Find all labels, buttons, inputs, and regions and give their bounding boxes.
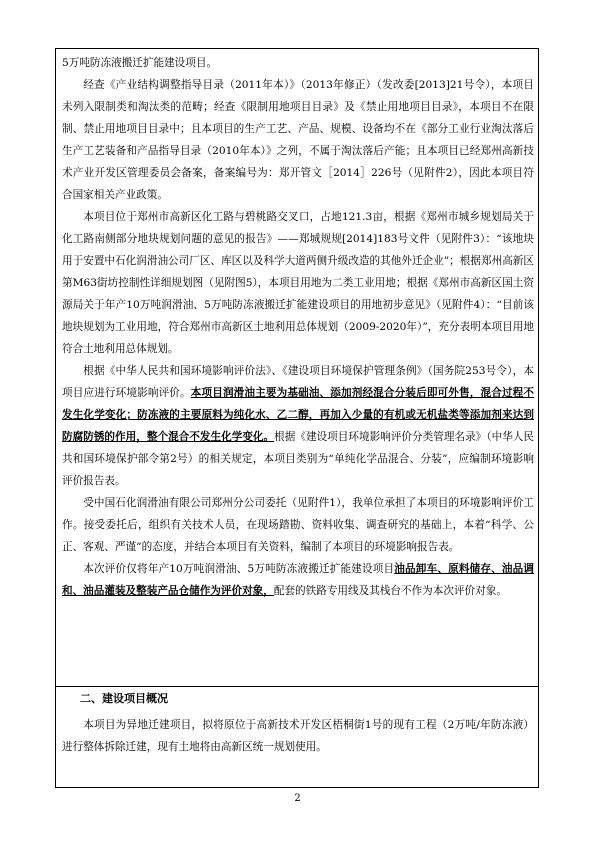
eia-basis-text: 根据《中华人民共和国环境影响评价法》、《建设项目环境保护管理条例》（国务院253号令），本项目应进行环境影响评价。 bbox=[62, 365, 534, 399]
scope-exclusion: 配套的铁路专用线及其栈台不作为本次评价对象。 bbox=[273, 585, 507, 597]
paragraph-commission: 受中国石化润滑油有限公司郑州分公司委托（见附件1），我单位承担了本项目的环境影响评价工作。接受委托后，组织有关技术人员，在现场踏勘、资料收集、调查研究的基础上，本着“科学、公正、客观、严谨”的态度，并结合本项目有关资料，编制了本项目的环境影响报告表。 bbox=[62, 497, 534, 553]
scope-text: 本次评价仅将年产10万吨润滑油、5万吨防冻液搬迁扩能建设项目 bbox=[83, 563, 395, 575]
paragraph-industrial-policy: 经查《产业结构调整指导目录（2011年本）》（2013年修正）（发改委[2013]21号令），本项目未列入限制类和淘汰类的范畴；经查《限制用地项目目录》及《禁止用地项目目录》，本项目不在限制、禁止用地项目目录中；且本项目的生产工艺、产品、规模、设备均不在《部分工业行业淘汰落后生产工艺装备和产品指导目录（2010年本）》之列，不属于淘汰落后产能；且本项目已经郑州高新技术产业开发区管理委员会备案，备案编号为：郑开管文［2014］226号（见附件2），因此本项目符合国家相关产业政策。 bbox=[62, 79, 534, 201]
eia-basis-category: 根据《建设项目环境影响评价分类管理名录》（中华人民共和国环境保护部令第2号）的相关规定，本项目类别为“单纯化学品混合、分装”，应编制环境影响评价报告表。 bbox=[62, 431, 534, 487]
page-number: 2 bbox=[294, 793, 301, 804]
paragraph-land-use: 本项目位于郑州市高新区化工路与碧桃路交叉口，占地121.3亩，根据《郑州市城乡规划局关于化工路南侧部分地块规划问题的意见的报告》——郑城规规[2014]183号文件（见附件3）：“该地块用于安置中石化润滑油公司厂区、库区以及科学大道两侧升级改造的其他外迁企业”；根据郑州高新区第M63街坊控制性详细规划图（见附图5），本项目用地为二类工业用地；根据《郑州市高新区国土资源局关于年产10万吨润滑油、5万吨防冻液搬迁扩能建设项目的用地初步意见》（见附件4）：“目前该地块规划为工业用地，符合郑州市高新区土地利用总体规划（2009-2020年）”，充分表明本项目用地符合土地利用总体规划。 bbox=[62, 211, 534, 355]
section-overview-body bbox=[62, 714, 534, 758]
paragraph-assessment-scope bbox=[62, 558, 534, 602]
paragraph-eia-basis bbox=[62, 360, 534, 492]
scope-emphasis: 油品卸车、原料储存、油品调和、油品灌装及整装产品仓储作为评价对象， bbox=[62, 563, 535, 597]
eia-basis-emphasis: 本项目润滑油主要为基础油、添加剂经混合分装后即可外售，混合过程不发生化学变化；防冻液的主要原料为纯化水、乙二醇，再加入少量的有机或无机盐类等添加剂来达到防腐防锈的作用，整个混合不发生化学变化。 bbox=[62, 387, 534, 443]
section-body bbox=[62, 52, 534, 602]
paragraph-intro-tail: 5万吨防冻液搬迁扩能建设项目。 bbox=[62, 57, 218, 69]
paragraph-relocation: 本项目为异地迁建项目，拟将原位于高新技术开发区梧桐街1号的现有工程（2万吨/年防冻液）进行整体拆除迁建，现有土地将由高新区统一规划使用。 bbox=[62, 719, 534, 753]
table-divider bbox=[56, 686, 538, 687]
section-heading-project-overview: 二、建设项目概况 bbox=[80, 692, 168, 705]
